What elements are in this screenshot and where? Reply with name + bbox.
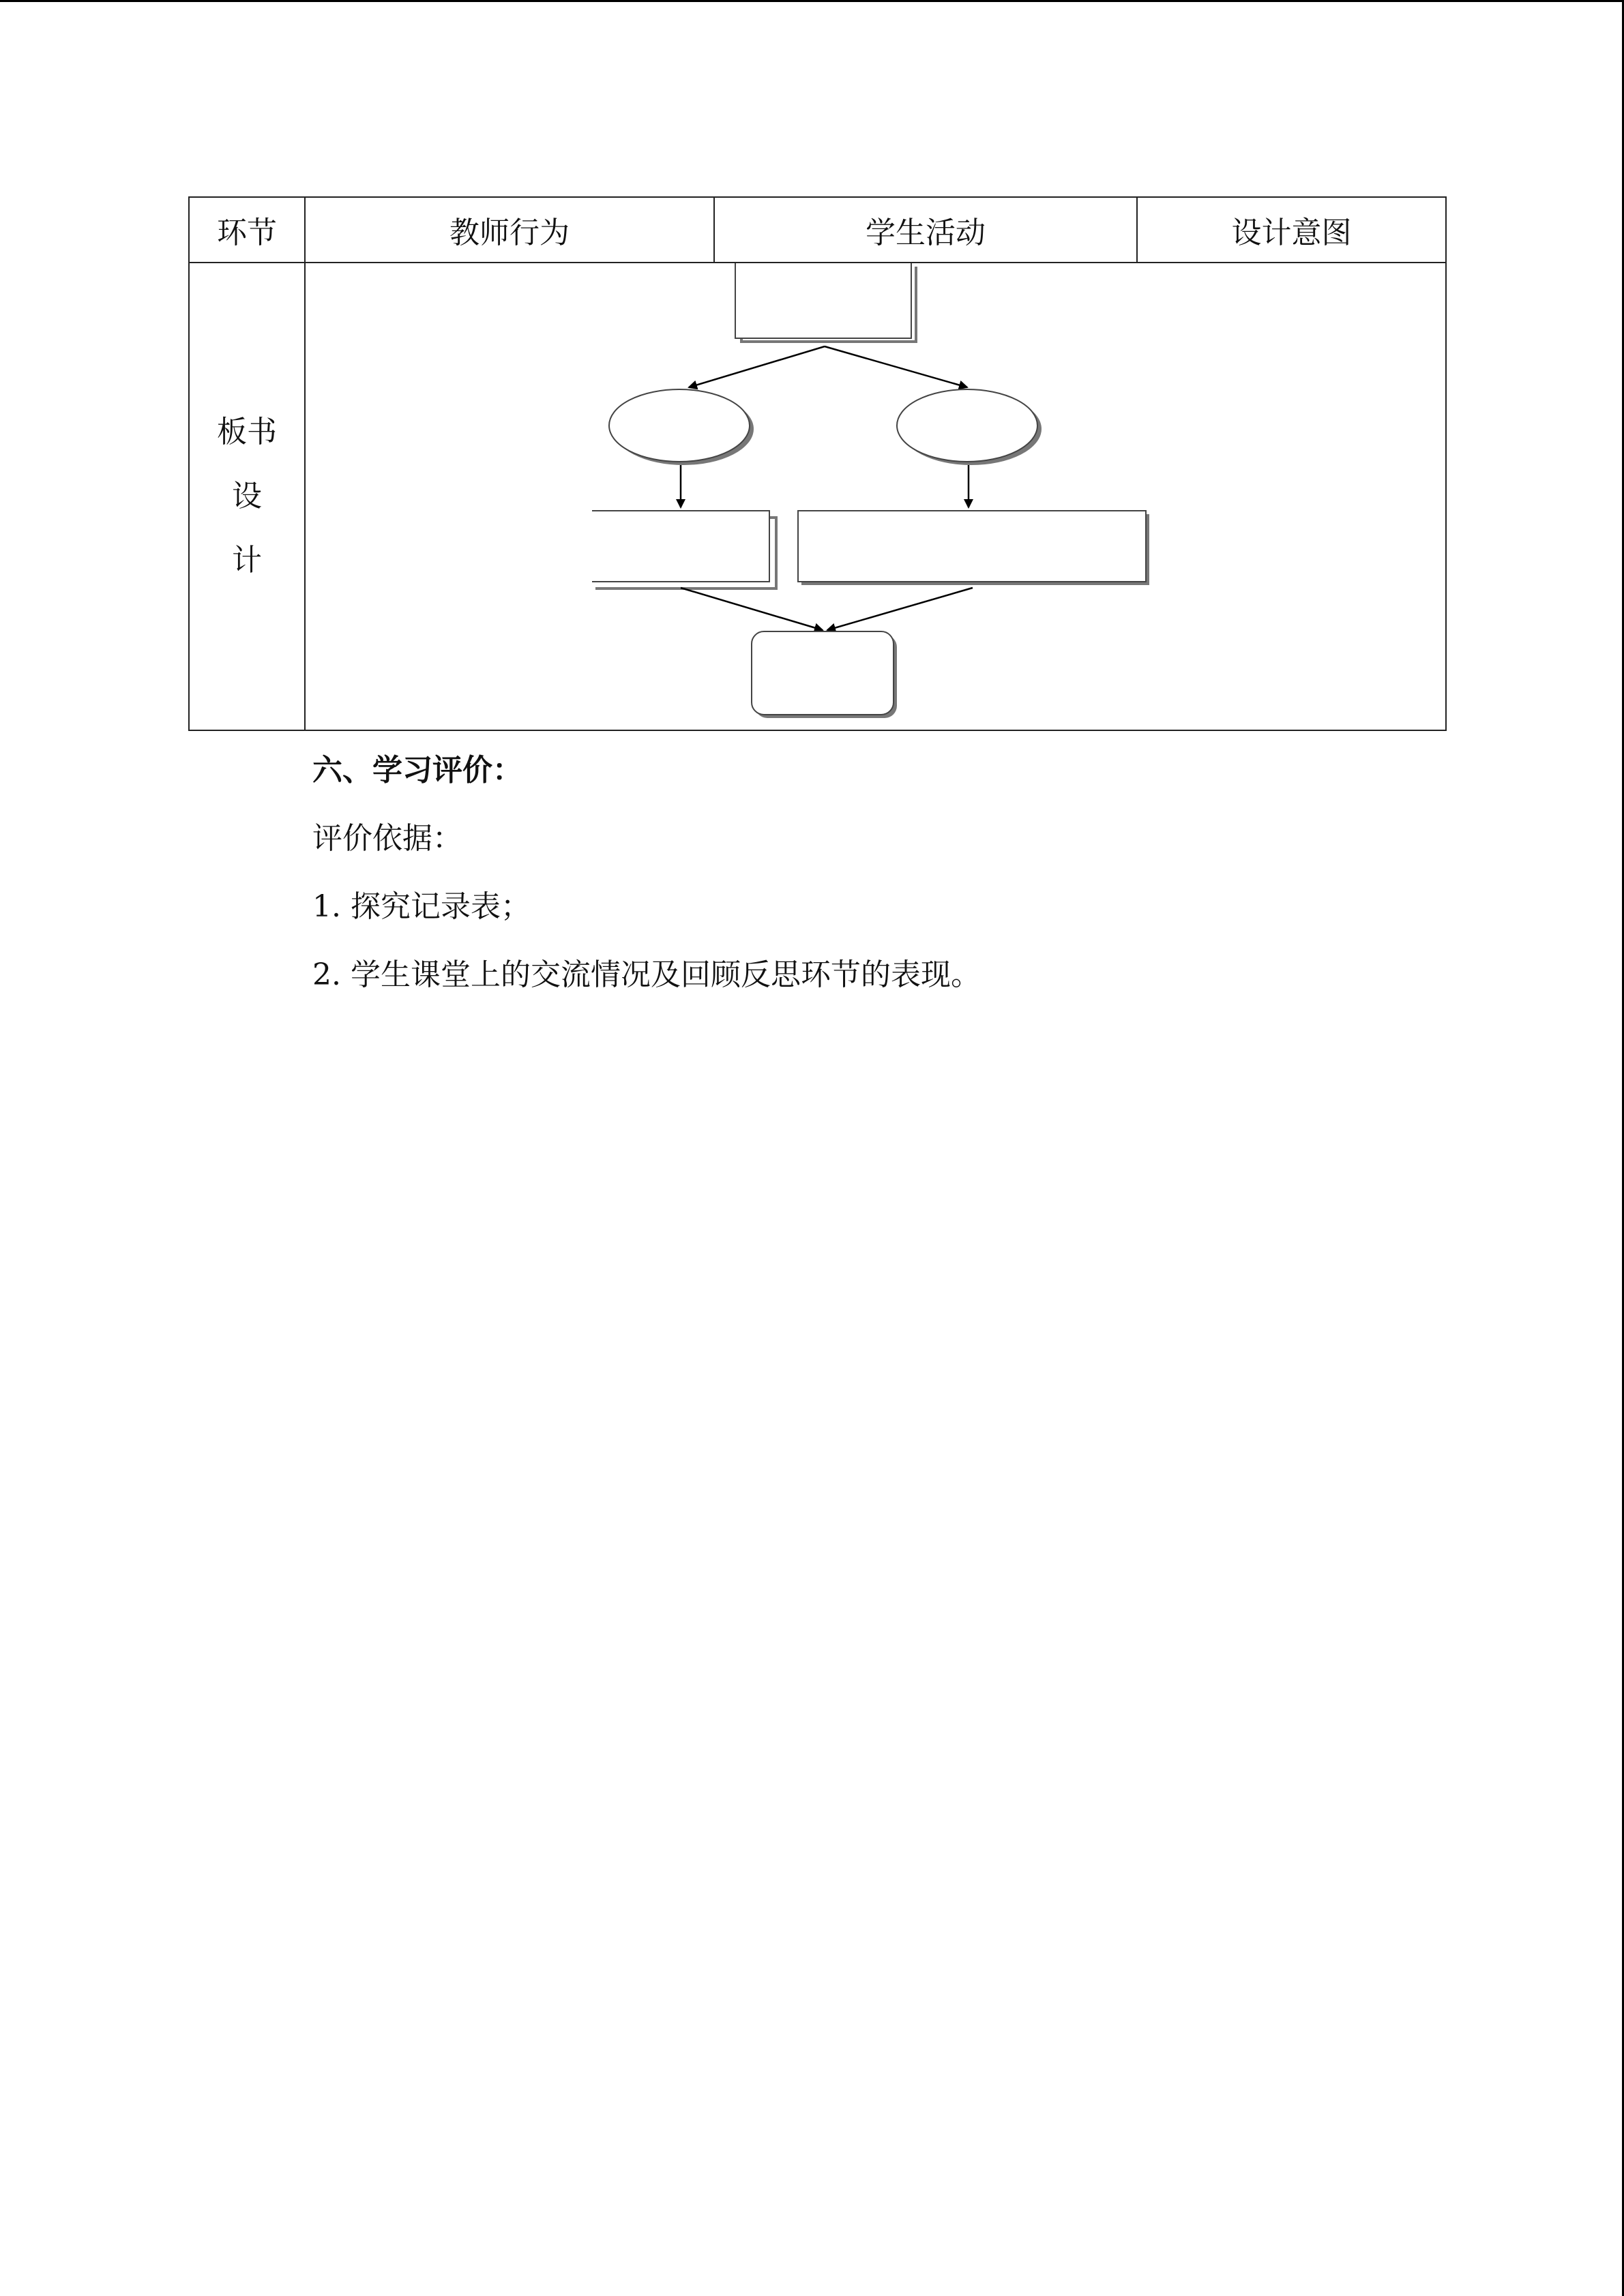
- board-design-label: [189, 263, 305, 730]
- lesson-plan-table: [188, 196, 1447, 731]
- evaluation-basis-label: 评价依据：: [312, 821, 462, 856]
- table-header-row: [189, 197, 1446, 263]
- header-teacher-behavior: 教师行为: [305, 197, 714, 263]
- board-diagram: [306, 263, 1445, 730]
- arrow-to-left-ellipse: [689, 346, 825, 387]
- right-ellipse: [897, 389, 1042, 465]
- header-student-activity: 学生活动: [714, 197, 1137, 263]
- board-design-cell: [305, 263, 1446, 730]
- left-ellipse: [609, 389, 754, 465]
- page-top-border: [0, 0, 1624, 2]
- top-box: [735, 263, 916, 342]
- section-label-line: 板书: [217, 415, 277, 449]
- header-stage: 环节: [189, 197, 305, 263]
- section-label-line: 设: [232, 479, 262, 513]
- arrow-to-right-ellipse: [825, 346, 967, 387]
- board-flowchart: [306, 263, 1447, 730]
- right-rectangle: [798, 511, 1149, 585]
- section-heading: 六、学习评价：: [312, 753, 522, 788]
- header-design-intent: 设计意图: [1137, 197, 1446, 263]
- arrow-to-bottom-from-left: [681, 588, 823, 630]
- section-label-line: 计: [232, 543, 262, 578]
- left-rectangle: [592, 511, 776, 588]
- bottom-rounded-box: [752, 631, 897, 718]
- evaluation-item: 2. 学生课堂上的交流情况及回顾反思环节的表现。: [312, 957, 981, 992]
- learning-evaluation-section: [312, 736, 981, 1009]
- board-design-row: [189, 263, 1446, 730]
- arrow-to-bottom-from-right: [827, 588, 973, 630]
- evaluation-item: 1. 探究记录表；: [312, 889, 531, 924]
